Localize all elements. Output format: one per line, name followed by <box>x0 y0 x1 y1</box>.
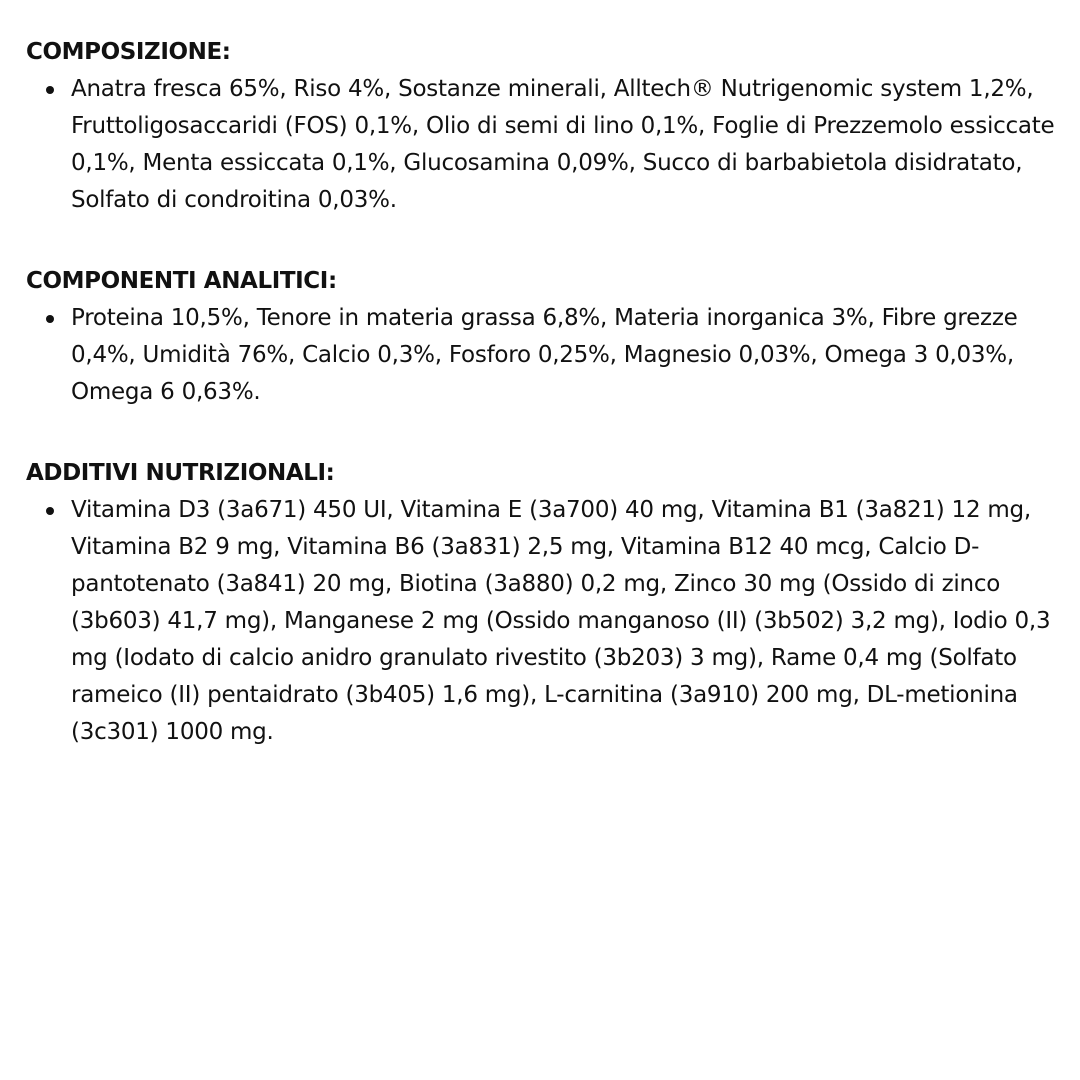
section-composizione <box>26 34 1060 219</box>
section-heading-additivi-nutrizionali: ADDITIVI NUTRIZIONALI: <box>26 460 335 486</box>
additivi-nutrizionali-text: Vitamina D3 (3a671) 450 UI, Vitamina E (3a700) 40 mg, Vitamina B1 (3a821) 12 mg, Vitamina B2 9 mg, Vitamina B6 (3a831) 2,5 mg, Vitamina B12 40 mcg, Calcio D-pantotenato (3a841) 20 mg, Biotina (3a880) 0,2 mg, Zinco 30 mg (Ossido di zinco (3b603) 41,7 mg), Manganese 2 mg (Ossido manganoso (II) (3b502) 3,2 mg), Iodio 0,3 mg (Iodato di calcio anidro granulato rivestito (3b203) 3 mg), Rame 0,4 mg (Solfato rameico (II) pentaidrato (3b405) 1,6 mg), L-carnitina (3a910) 200 mg, DL-metionina (3c301) 1000 mg. <box>71 497 1051 745</box>
section-additivi-nutrizionali <box>26 455 1060 751</box>
section-componenti-analitici <box>26 263 1060 411</box>
bullet-icon <box>46 507 54 515</box>
componenti-analitici-text: Proteina 10,5%, Tenore in materia grassa 6,8%, Materia inorganica 3%, Fibre grezze 0,4%, Umidità 76%, Calcio 0,3%, Fosforo 0,25%, Magnesio 0,03%, Omega 3 0,03%, Omega 6 0,63%. <box>71 305 1018 405</box>
section-heading-composizione: COMPOSIZIONE: <box>26 39 231 65</box>
additivi-nutrizionali-list <box>26 492 1060 751</box>
list-item <box>26 71 1060 219</box>
section-heading-componenti-analitici: COMPONENTI ANALITICI: <box>26 268 337 294</box>
composizione-text: Anatra fresca 65%, Riso 4%, Sostanze minerali, Alltech® Nutrigenomic system 1,2%, Fruttoligosaccaridi (FOS) 0,1%, Olio di semi di lino 0,1%, Foglie di Prezzemolo essiccate 0,1%, Menta essiccata 0,1%, Glucosamina 0,09%, Succo di barbabietola disidratato, Solfato di condroitina 0,03%. <box>71 76 1055 213</box>
bullet-icon <box>46 86 54 94</box>
list-item <box>26 492 1060 751</box>
composizione-list <box>26 71 1060 219</box>
bullet-icon <box>46 315 54 323</box>
componenti-analitici-list <box>26 300 1060 411</box>
list-item <box>26 300 1060 411</box>
